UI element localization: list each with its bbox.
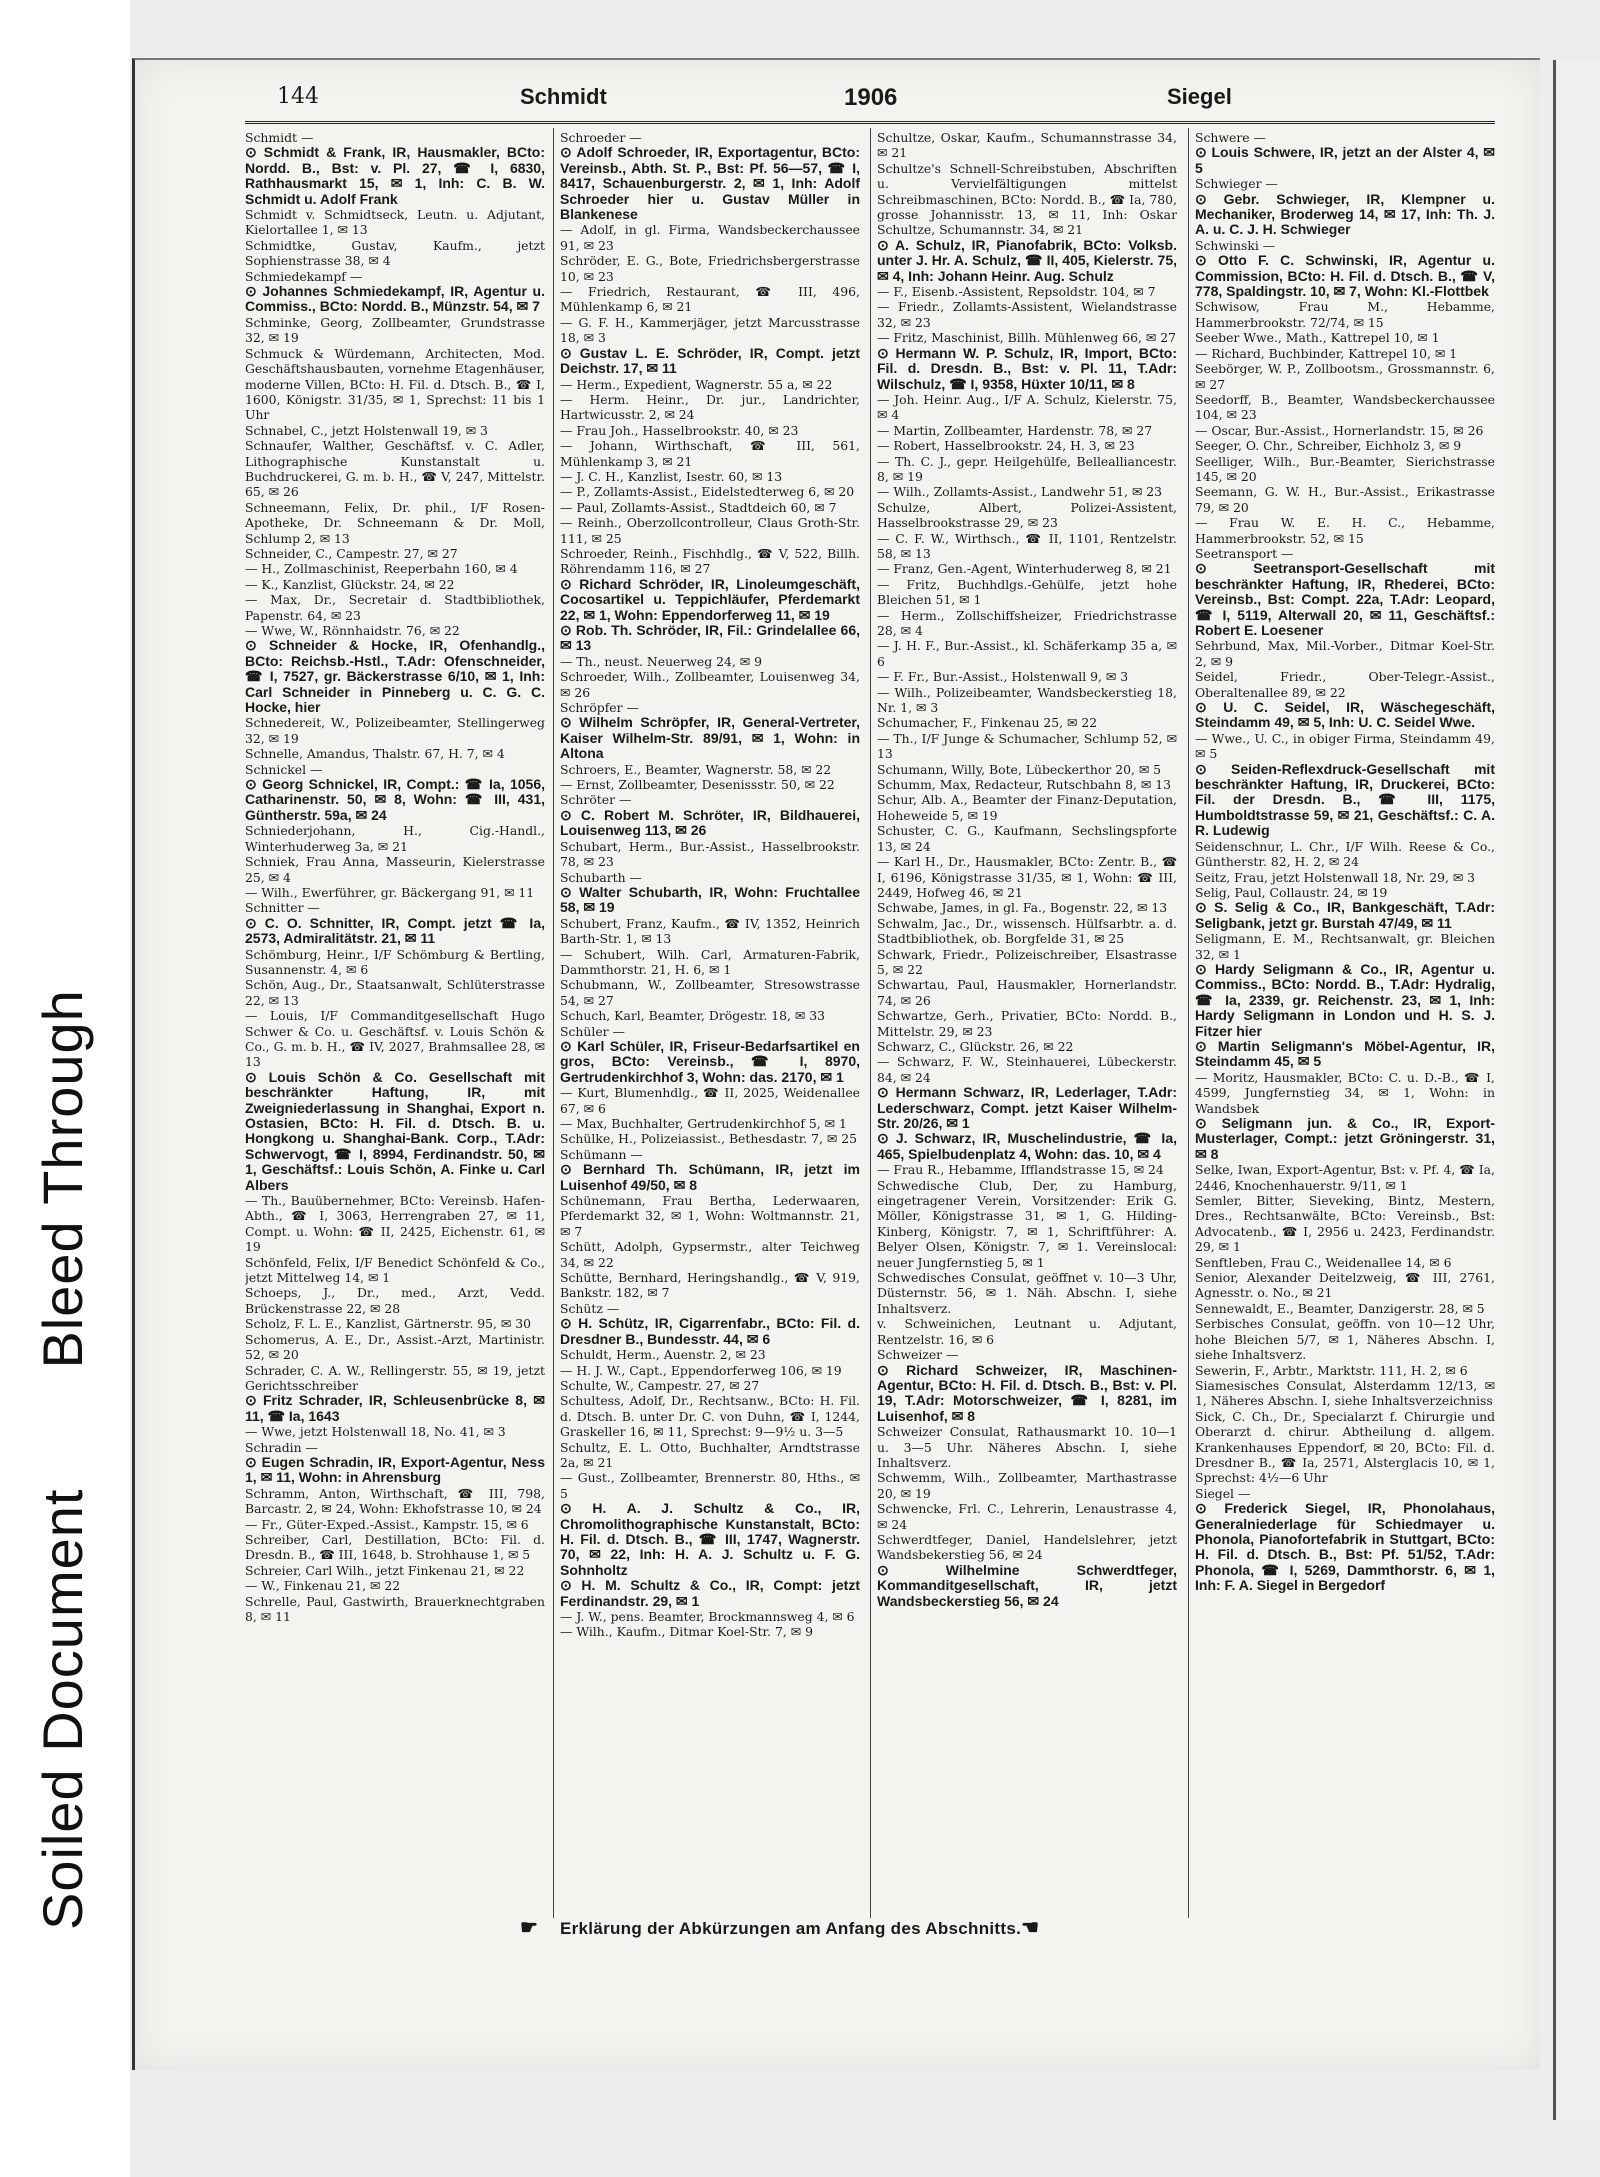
- directory-entry: ⊙ Richard Schröder, IR, Linoleumgeschäft, Cocosartikel u. Teppichläufer, Pferdemarkt 22, ✉ 1, Wohn: Eppendorferweg 11, ✉ 19: [560, 575, 860, 623]
- directory-entry: — Paul, Zollamts-Assist., Stadtdeich 60, ✉ 7: [560, 499, 837, 515]
- directory-entry: Schradin —: [245, 1439, 318, 1455]
- directory-entry: — Reinh., Oberzollcontrolleur, Claus Groth-Str. 111, ✉ 25: [560, 515, 860, 546]
- directory-entry: ⊙ Gustav L. E. Schröder, IR, Compt. jetzt Deichstr. 17, ✉ 11: [560, 344, 860, 377]
- directory-entry: Schömburg, Heinr., I/F Schömburg & Bertling, Susannenstr. 4, ✉ 6: [245, 946, 545, 977]
- directory-entry: Sick, C. Ch., Dr., Specialarzt f. Chirurgie und Oberarzt d. chirur. Abtheilung d. allgem. Krankenhauses Eppendorf, ✉ 20, BCto: Fil. d. Dresdner B., ☎ Ia, 2571, Alsterglacis 10, ✉ 1, Sprechst: 4½—6 Uhr: [1195, 1408, 1495, 1486]
- directory-entry: Schwabe, James, in gl. Fa., Bogenstr. 22, ✉ 13: [877, 900, 1168, 916]
- directory-entry: ⊙ Gebr. Schwieger, IR, Klempner u. Mechaniker, Broderweg 14, ✉ 17, Inh: Th. J. A. u. C. J. H. Schwieger: [1195, 190, 1495, 238]
- directory-entry: Schumann, Willy, Bote, Lübeckerthor 20, ✉ 5: [877, 761, 1162, 777]
- directory-entry: Schwencke, Frl. C., Lehrerin, Lenaustrasse 4, ✉ 24: [877, 1501, 1177, 1532]
- directory-entry: Seeber Wwe., Math., Kattrepel 10, ✉ 1: [1195, 330, 1440, 346]
- directory-entry: — Th., Bauübernehmer, BCto: Vereinsb. Hafen-Abth., ☎ I, 3063, Herrengraben 27, ✉ 11, Compt. u. Wohn: ☎ II, 2425, Eichenstr. 61, ✉ 19: [245, 1193, 545, 1255]
- directory-entry: Seidenschnur, L. Chr., I/F Wilh. Reese & Co., Güntherstr. 82, H. 2, ✉ 24: [1195, 838, 1495, 870]
- column-4: [1195, 130, 1495, 1915]
- side-label-bleed: Bleed Through: [31, 989, 94, 1369]
- directory-entry: Schütte, Bernhard, Heringshandlg., ☎ V, 919, Bankstr. 182, ✉ 7: [560, 1270, 860, 1301]
- directory-entry: ⊙ Frederick Siegel, IR, Phonolahaus, Generalniederlage für Schiedmayer u. Phonola, Pianofortefabrik in Stuttgart, BCto: H. Fil. d. Dtsch. B., Bst: Pf. 51/52, T.Adr: Phonola, ☎ I, 5269, Dammthorstr. 6, ✉ 1, Inh: F. A. Siegel in Bergedorf: [1195, 1500, 1495, 1594]
- pointing-hand-icon: ☚: [1021, 1917, 1040, 1939]
- directory-entry: ⊙ C. O. Schnitter, IR, Compt. jetzt ☎ Ia, 2573, Admiralitätstr. 21, ✉ 11: [245, 914, 545, 947]
- directory-entry: — Karl H., Dr., Hausmakler, BCto: Zentr. B., ☎ I, 6196, Königstrasse 31/35, ✉ 1, Wohn: ☎ III, 2449, Hofweg 46, ✉ 21: [877, 854, 1177, 900]
- directory-entry: — Louis, I/F Commanditgesellschaft Hugo Schwer & Co. u. Geschäftsf. v. Louis Schön & Co., G. m. b. H., ☎ IV, 2027, Brahmsallee 28, ✉ 13: [245, 1008, 545, 1070]
- directory-entry: Schwere —: [1195, 130, 1266, 145]
- directory-entry: Sewerin, F., Arbtr., Marktstr. 111, H. 2, ✉ 6: [1195, 1362, 1468, 1378]
- directory-entry: Schwartze, Gerh., Privatier, BCto: Nordd. B., Mittelstr. 29, ✉ 23: [877, 1008, 1177, 1039]
- directory-entry: Schnabel, C., jetzt Holstenwall 19, ✉ 3: [245, 422, 488, 438]
- directory-entry: ⊙ H. A. J. Schultz & Co., IR, Chromolithographische Kunstanstalt, BCto: H. Fil. d. Dtsch. B., ☎ III, 1747, Wagnerstr. 70, ✉ 22, Inh: H. A. J. Schultz u. F. G. Sohnholtz: [560, 1500, 860, 1578]
- directory-entry: Senftleben, Frau C., Weidenallee 14, ✉ 6: [1195, 1254, 1452, 1270]
- directory-entry: Schmidt —: [245, 130, 314, 145]
- directory-entry: Schumacher, F., Finkenau 25, ✉ 22: [877, 715, 1098, 731]
- directory-entry: Seitz, Frau, jetzt Holstenwall 18, Nr. 29, ✉ 3: [1195, 869, 1476, 885]
- column-3: [877, 130, 1177, 1915]
- directory-entry: Seedorff, B., Beamter, Wandsbeckerchaussee 104, ✉ 23: [1195, 391, 1495, 423]
- directory-entry: — Fr., Güter-Exped.-Assist., Kampstr. 15, ✉ 6: [245, 1516, 529, 1532]
- directory-entry: — K., Kanzlist, Glückstr. 24, ✉ 22: [245, 576, 455, 592]
- directory-entry: — Robert, Hasselbrookstr. 24, H. 3, ✉ 23: [877, 438, 1135, 454]
- directory-entry: Schramm, Anton, Wirthschaft, ☎ III, 798, Barcastr. 2, ✉ 24, Wohn: Ekhofstrasse 10, ✉ 24: [245, 1485, 545, 1517]
- directory-entry: Schnelle, Amandus, Thalstr. 67, H. 7, ✉ 4: [245, 746, 505, 762]
- directory-entry: Schroers, E., Beamter, Wagnerstr. 58, ✉ 22: [560, 761, 832, 777]
- directory-entry: Schroeder —: [560, 130, 642, 145]
- directory-entry: — F., Eisenb.-Assistent, Repsoldstr. 104, ✉ 7: [877, 284, 1156, 300]
- directory-entry: — Martin, Zollbeamter, Hardenstr. 78, ✉ 27: [877, 422, 1153, 438]
- directory-entry: — Wilh., Zollamts-Assist., Landwehr 51, ✉ 23: [877, 484, 1163, 500]
- directory-entry: Schuldt, Herm., Auenstr. 2, ✉ 23: [560, 1347, 766, 1363]
- directory-entry: Schnedereit, W., Polizeibeamter, Stellingerweg 32, ✉ 19: [245, 715, 545, 746]
- directory-entry: — P., Zollamts-Assist., Eidelstedterweg 6, ✉ 20: [560, 484, 855, 500]
- directory-entry: ⊙ Bernhard Th. Schümann, IR, jetzt im Luisenhof 49/50, ✉ 8: [560, 1161, 860, 1193]
- directory-entry: Schulze, Albert, Polizei-Assistent, Hasselbrookstrasse 29, ✉ 23: [877, 499, 1177, 531]
- directory-entry: — G. F. H., Kammerjäger, jetzt Marcusstrasse 18, ✉ 3: [560, 314, 860, 346]
- directory-entry: — Ernst, Zollbeamter, Desenissstr. 50, ✉ 22: [560, 777, 835, 793]
- directory-entry: Schönfeld, Felix, I/F Benedict Schönfeld & Co., jetzt Mittelweg 14, ✉ 1: [245, 1254, 545, 1286]
- directory-entry: — Richard, Buchbinder, Kattrepel 10, ✉ 1: [1195, 345, 1458, 361]
- directory-entry: Sehrbund, Max, Mil.-Vorber., Ditmar Koel-Str. 2, ✉ 9: [1195, 638, 1495, 669]
- directory-entry: Schmiedekampf —: [245, 268, 363, 284]
- directory-entry: — Th., I/F Junge & Schumacher, Schlump 52, ✉ 13: [877, 730, 1177, 762]
- directory-entry: Schultze, Oskar, Kaufm., Schumannstrasse 34, ✉ 21: [877, 130, 1177, 161]
- directory-entry: — Friedrich, Restaurant, ☎ III, 496, Mühlenkamp 6, ✉ 21: [560, 284, 860, 315]
- footer-note: [520, 1915, 1320, 1941]
- directory-entry: — Wwe., U. C., in obiger Firma, Steindamm 49, ✉ 5: [1195, 730, 1495, 762]
- directory-entry: ⊙ Georg Schnickel, IR, Compt.: ☎ Ia, 1056, Catharinenstr. 50, ✉ 8, Wohn: ☎ III, 431, Güntherstr. 59a, ✉ 24: [245, 776, 545, 823]
- directory-entry: Selke, Iwan, Export-Agentur, Bst: v. Pf. 4, ☎ Ia, 2446, Knochenhauerstr. 9/11, ✉ 1: [1195, 1162, 1495, 1193]
- directory-entry: Schwalm, Jac., Dr., wissensch. Hülfsarbtr. a. d. Stadtbibliothek, ob. Borgfelde 31, ✉ 25: [877, 915, 1177, 947]
- directory-entry: ⊙ Schneider & Hocke, IR, Ofenhandlg., BCto: Reichsb.-Hstl., T.Adr: Ofenschneider, ☎ I, 7527, gr. Bäckerstrasse 6/10, ✉ 1, Inh: Carl Schneider in Pinneberg u. C. G. C. Hocke, hier: [245, 637, 545, 716]
- directory-entry: — H. J. W., Capt., Eppendorferweg 106, ✉ 19: [560, 1362, 842, 1378]
- directory-entry: Seeger, O. Chr., Schreiber, Eichholz 3, ✉ 9: [1195, 438, 1462, 454]
- directory-entry: ⊙ Louis Schön & Co. Gesellschaft mit beschränkter Haftung, IR, mit Zweigniederlassung in Shanghai, Export n. Ostasien, BCto: H. Fil. d. Dtsch. B. u. Hongkong u. Shanghai-Bank. Corp., T.Adr: Schwervogt, ☎ I, 8994, Ferdinandstr. 50, ✉ 1, Geschäftsf.: Louis Schön, A. Finke u. Carl Albers: [245, 1068, 545, 1193]
- footer-text: Erklärung der Abkürzungen am Anfang des Abschnitts.: [560, 1919, 1022, 1938]
- directory-entry: Schreier, Carl Wilh., jetzt Finkenau 21, ✉ 22: [245, 1562, 525, 1578]
- directory-entry: ⊙ Otto F. C. Schwinski, IR, Agentur u. Commission, BCto: H. Fil. d. Dtsch. B., ☎ V, 778, Spaldingstr. 10, ✉ 7, Wohn: Kl.-Flottbek: [1195, 252, 1495, 300]
- directory-entry: Seetransport —: [1195, 545, 1294, 561]
- directory-entry: ⊙ U. C. Seidel, IR, Wäschegeschäft, Steindamm 49, ✉ 5, Inh: U. C. Seidel Wwe.: [1195, 699, 1495, 731]
- directory-entry: Schwinski —: [1195, 237, 1276, 253]
- next-page-edge: [1553, 60, 1600, 2120]
- directory-entry: Schütt, Adolph, Gypsermstr., alter Teichweg 34, ✉ 22: [560, 1239, 860, 1270]
- directory-entry: Scholz, F. L. E., Kanzlist, Gärtnerstr. 95, ✉ 30: [245, 1316, 531, 1332]
- directory-entry: Schüler —: [560, 1023, 625, 1039]
- directory-entry: — Frau Joh., Hasselbrookstr. 40, ✉ 23: [560, 422, 799, 438]
- directory-entry: Schumm, Max, Redacteur, Rutschbahn 8, ✉ 13: [877, 777, 1171, 793]
- directory-entry: — Adolf, in gl. Firma, Wandsbeckerchaussee 91, ✉ 23: [560, 222, 860, 253]
- directory-entry: ⊙ Hardy Seligmann & Co., IR, Agentur u. Commiss., BCto: Nordd. B., T.Adr: Hydralig, ☎ Ia, 2339, gr. Reichenstr. 23, ✉ 1, Inh: Hardy Seligmann in London und H. S. J. Fitzer hier: [1195, 960, 1495, 1039]
- directory-entry: — Oscar, Bur.-Assist., Hornerlandstr. 15, ✉ 26: [1195, 422, 1484, 438]
- directory-entry: Schubarth —: [560, 869, 642, 885]
- directory-entry: ⊙ H. Schütz, IR, Cigarrenfabr., BCto: Fil. d. Dresdner B., Bundesstr. 44, ✉ 6: [560, 1315, 860, 1347]
- directory-entry: ⊙ Louis Schwere, IR, jetzt an der Alster 4, ✉ 5: [1195, 144, 1495, 176]
- directory-entry: — Friedr., Zollamts-Assistent, Wielandstrasse 32, ✉ 23: [877, 299, 1177, 330]
- directory-entry: — Franz, Gen.-Agent, Winterhuderweg 8, ✉ 21: [877, 561, 1172, 577]
- directory-entry: Schroeder, Wilh., Zollbeamter, Louisenweg 34, ✉ 26: [560, 669, 860, 700]
- directory-entry: — Wilh., Kaufm., Ditmar Koel-Str. 7, ✉ 9: [560, 1624, 813, 1640]
- directory-entry: — H., Zollmaschinist, Reeperbahn 160, ✉ 4: [245, 561, 518, 577]
- directory-entry: Schwerdtfeger, Daniel, Handelslehrer, jetzt Wandsbekerstieg 56, ✉ 24: [877, 1531, 1177, 1563]
- directory-entry: Schütz —: [560, 1300, 620, 1316]
- directory-entry: Schur, Alb. A., Beamter der Finanz-Deputation, Hoheweide 5, ✉ 19: [877, 792, 1177, 823]
- directory-entry: Siamesisches Consulat, Alsterdamm 12/13, ✉ 1, Näheres Abschn. I, siehe Inhaltsverzeichniss: [1195, 1377, 1495, 1409]
- directory-entry: Schröpfer —: [560, 700, 639, 716]
- directory-entry: — J. C. H., Kanzlist, Isestr. 60, ✉ 13: [560, 468, 783, 484]
- directory-entry: — Fritz, Buchhdlgs.-Gehülfe, jetzt hohe Bleichen 51, ✉ 1: [877, 576, 1177, 608]
- directory-entry: Schuch, Karl, Beamter, Drögestr. 18, ✉ 33: [560, 1008, 826, 1024]
- directory-entry: ⊙ Hermann Schwarz, IR, Lederlager, T.Adr: Lederschwarz, Compt. jetzt Kaiser Wilhelm-Str. 20/26, ✉ 1: [877, 1084, 1177, 1131]
- directory-entry: Schweizer Consulat, Rathausmarkt 10. 10—1 u. 3—5 Uhr. Näheres Abschn. I, siehe Inhaltsverz.: [877, 1424, 1177, 1470]
- directory-entry: Seebörger, W. P., Zollbootsm., Grossmannstr. 6, ✉ 27: [1195, 361, 1495, 392]
- directory-entry: — Th. C. J., gepr. Heilgehülfe, Bellealliancestr. 8, ✉ 19: [877, 453, 1177, 484]
- directory-entry: Schülke, H., Polizeiassist., Bethesdastr. 7, ✉ 25: [560, 1131, 857, 1147]
- column-divider: [870, 128, 871, 1918]
- directory-entry: — Frau R., Hebamme, Ifflandstrasse 15, ✉ 24: [877, 1162, 1164, 1178]
- directory-entry: Seidel, Friedr., Ober-Telegr.-Assist., Oberaltenallee 89, ✉ 22: [1195, 669, 1495, 700]
- column-divider: [1188, 128, 1189, 1918]
- directory-entry: — Herm., Expedient, Wagnerstr. 55 a, ✉ 22: [560, 376, 833, 392]
- directory-entry: — Joh. Heinr. Aug., I/F A. Schulz, Kielerstr. 75, ✉ 4: [877, 391, 1177, 423]
- directory-entry: — Wilh., Polizeibeamter, Wandsbeckerstieg 18, Nr. 1, ✉ 3: [877, 684, 1177, 716]
- directory-entry: — Kurt, Blumenhdlg., ☎ II, 2025, Weidenallee 67, ✉ 6: [560, 1085, 860, 1116]
- directory-entry: Serbisches Consulat, geöffn. von 10—12 Uhr, hohe Bleichen 5/7, ✉ 1, Näheres Abschn. I, siehe Inhaltsverz.: [1195, 1316, 1495, 1363]
- directory-entry: — Moritz, Hausmakler, BCto: C. u. D.-B., ☎ I, 4599, Jungfernstieg 34, ✉ 1, Wohn: in Wandsbek: [1195, 1069, 1495, 1116]
- directory-entry: ⊙ Walter Schubarth, IR, Wohn: Fruchtallee 58, ✉ 19: [560, 883, 860, 916]
- directory-entry: Schminke, Georg, Zollbeamter, Grundstrasse 32, ✉ 19: [245, 314, 545, 346]
- directory-entry: — Gust., Zollbeamter, Brennerstr. 80, Hths., ✉ 5: [560, 1470, 860, 1501]
- directory-entry: Schroeder, Reinh., Fischhdlg., ☎ V, 522, Billh. Röhrendamm 116, ✉ 27: [560, 545, 860, 577]
- directory-entry: — Wilh., Ewerführer, gr. Bäckergang 91, ✉ 11: [245, 884, 535, 900]
- pointing-hand-icon: ☛: [520, 1917, 539, 1939]
- directory-entry: Seelliger, Wilh., Bur.-Beamter, Sierichstrasse 145, ✉ 20: [1195, 453, 1495, 484]
- directory-entry: Sennewaldt, E., Beamter, Danzigerstr. 28, ✉ 5: [1195, 1300, 1485, 1316]
- directory-entry: ⊙ Rob. Th. Schröder, IR, Fil.: Grindelallee 66, ✉ 13: [560, 622, 860, 654]
- directory-entry: ⊙ Wilhelmine Schwerdtfeger, Kommanditgesellschaft, IR, jetzt Wandsbeckerstieg 56, ✉ 24: [877, 1561, 1177, 1609]
- directory-entry: Schwarz, C., Glückstr. 26, ✉ 22: [877, 1038, 1074, 1054]
- directory-entry: — F. Fr., Bur.-Assist., Holstenwall 9, ✉ 3: [877, 669, 1129, 685]
- directory-entry: Schwark, Friedr., Polizeischreiber, Elsastrasse 5, ✉ 22: [877, 946, 1177, 977]
- directory-entry: — Schubert, Wilh. Carl, Armaturen-Fabrik, Dammthorstr. 21, H. 6, ✉ 1: [560, 946, 860, 977]
- directory-entry: Schneider, C., Campestr. 27, ✉ 27: [245, 545, 458, 561]
- directory-entry: Schultz, E. L. Otto, Buchhalter, Arndtstrasse 2a, ✉ 21: [560, 1439, 860, 1470]
- directory-entry: Schultess, Adolf, Dr., Rechtsanw., BCto: H. Fil. d. Dtsch. B. unter Dr. C. von Duhn, ☎ I, 1244, Graskeller 16, ✉ 11, Sprechst: 9—9½ u. 3—5: [560, 1393, 860, 1440]
- directory-entry: Schümann —: [560, 1146, 643, 1162]
- directory-entry: — Herm. Heinr., Dr. jur., Landrichter, Hartwicusstr. 2, ✉ 24: [560, 391, 860, 423]
- directory-entry: Schubmann, W., Zollbeamter, Stresowstrasse 54, ✉ 27: [560, 977, 860, 1008]
- directory-entry: Schwemm, Wilh., Zollbeamter, Marthastrasse 20, ✉ 19: [877, 1470, 1177, 1501]
- directory-entry: Schnickel —: [245, 761, 323, 777]
- header-rule: [245, 121, 1495, 124]
- directory-entry: Schröder, E. G., Bote, Friedrichsbergerstrasse 10, ✉ 23: [560, 253, 860, 284]
- directory-entry: — W., Finkenau 21, ✉ 22: [245, 1578, 401, 1594]
- column-1: [245, 130, 545, 1915]
- directory-entry: ⊙ Hermann W. P. Schulz, IR, Import, BCto: Fil. d. Dresdn. B., Bst: v. Pl. 11, T.Adr: Wilschulz, ☎ I, 9358, Hüxter 10/11, ✉ 8: [877, 344, 1177, 392]
- directory-entry: ⊙ Schmidt & Frank, IR, Hausmakler, BCto: Nordd. B., Bst: v. Pl. 27, ☎ I, 6830, Rathhausmarkt 15, ✉ 1, Inh: C. B. W. Schmidt u. Adolf Frank: [245, 144, 545, 207]
- directory-entry: Schneemann, Felix, Dr. phil., I/F Rosen-Apotheke, Dr. Schneemann & Dr. Moll, Schlump 2, ✉ 13: [245, 499, 545, 546]
- directory-entry: ⊙ Fritz Schrader, IR, Schleusenbrücke 8, ✉ 11, ☎ Ia, 1643: [245, 1392, 545, 1424]
- directory-entry: — J. W., pens. Beamter, Brockmannsweg 4, ✉ 6: [560, 1609, 855, 1624]
- directory-entry: ⊙ Karl Schüler, IR, Friseur-Bedarfsartikel en gros, BCto: Vereinsb., ☎ I, 8970, Gertrudenkirchhof 3, Wohn: das. 2170, ✉ 1: [560, 1037, 860, 1085]
- column-2: [560, 130, 860, 1915]
- directory-entry: Schuster, C. G., Kaufmann, Sechslingspforte 13, ✉ 24: [877, 823, 1177, 854]
- directory-entry: Schnitter —: [245, 900, 320, 916]
- directory-entry: — Max, Buchhalter, Gertrudenkirchhof 5, ✉ 1: [560, 1116, 847, 1131]
- directory-entry: ⊙ H. M. Schultz & Co., IR, Compt: jetzt Ferdinandstr. 29, ✉ 1: [560, 1577, 860, 1609]
- header-year: 1906: [844, 84, 898, 111]
- directory-entry: ⊙ Seiden-Reflexdruck-Gesellschaft mit beschränkter Haftung, IR, Druckerei, BCto: Fil. der Dresdn. B., ☎ III, 1175, Humboldtstrasse 59, ✉ 21, Geschäftsf.: C. A. R. Ludewig: [1195, 760, 1495, 839]
- directory-entry: ⊙ Seligmann jun. & Co., IR, Export-Musterlager, Compt.: jetzt Gröningerstr. 31, ✉ 8: [1195, 1115, 1495, 1162]
- directory-entry: — J. H. F., Bur.-Assist., kl. Schäferkamp 35 a, ✉ 6: [877, 638, 1177, 669]
- side-label-soiled: Soiled Document: [31, 1488, 94, 1930]
- directory-entry: Schreiber, Carl, Destillation, BCto: Fil. d. Dresdn. B., ☎ III, 1648, b. Strohhause 1, ✉ 5: [245, 1531, 545, 1563]
- directory-entry: — Fritz, Maschinist, Billh. Mühlenweg 66, ✉ 27: [877, 330, 1176, 346]
- directory-entry: Schultze's Schnell-Schreibstuben, Abschriften u. Vervielfältigungen mittelst Schreibmaschinen, BCto: Nordd. B., ☎ Ia, 780, grosse Johannisstr. 13, ✉ 11, Inh: Oskar Schultze, Schumannstr. 34, ✉ 21: [877, 160, 1177, 238]
- directory-entry: Schwedische Club, Der, zu Hamburg, eingetragener Verein, Vorsitzender: Erik G. Möller, Königstrasse 31, ✉ 1, G. Hilding-Kinberg, Königstr. 7, ✉ 1, Schriftführer: A. Belyer Olsen, Königstr. 7, ✉ 1. Vereinslocal: neuer Jungfernstieg 5, ✉ 1: [877, 1177, 1177, 1270]
- directory-entry: Schnaufer, Walther, Geschäftsf. v. C. Adler, Lithographische Kunstanstalt u. Buchdruckerei, G. m. b. H., ☎ V, 247, Mittelstr. 65, ✉ 26: [245, 438, 545, 500]
- directory-entry: ⊙ J. Schwarz, IR, Muschelindustrie, ☎ Ia, 465, Spielbudenplatz 4, Wohn: das. 10, ✉ 4: [877, 1130, 1177, 1162]
- directory-entry: — Herm., Zollschiffsheizer, Friedrichstrasse 28, ✉ 4: [877, 607, 1177, 638]
- column-divider: [553, 128, 554, 1918]
- directory-entry: Schmidtke, Gustav, Kaufm., jetzt Sophienstrasse 38, ✉ 4: [245, 237, 545, 269]
- directory-entry: — Frau W. E. H. C., Hebamme, Hammerbrookstr. 52, ✉ 15: [1195, 515, 1495, 546]
- header-first-name: Schmidt: [520, 84, 607, 109]
- directory-entry: ⊙ Johannes Schmiedekampf, IR, Agentur u. Commiss., BCto: Nordd. B., Münzstr. 54, ✉ 7: [245, 283, 545, 315]
- directory-entry: Seemann, G. W. H., Bur.-Assist., Erikastrasse 79, ✉ 20: [1195, 484, 1495, 515]
- directory-entry: ⊙ Richard Schweizer, IR, Maschinen-Agentur, BCto: H. Fil. d. Dtsch. B., Bst: v. Pl. 19, T.Adr: Motorschweizer, ☎ I, 8281, im Luisenhof, ✉ 8: [877, 1361, 1177, 1424]
- directory-entry: Schoeps, J., Dr., med., Arzt, Vedd. Brückenstrasse 22, ✉ 28: [245, 1285, 545, 1316]
- directory-entry: — Schwarz, F. W., Steinhauerei, Lübeckerstr. 84, ✉ 24: [877, 1054, 1177, 1085]
- directory-entry: — Wwe, W., Rönnhaidstr. 76, ✉ 22: [245, 623, 460, 638]
- directory-entry: Schmuck & Würdemann, Architecten, Mod. Geschäftshausbauten, vornehme Etagenhäuser, moderne Villen, BCto: H. Fil. d. Dtsch. B., ☎ I, 1600, Königstr. 31/35, ✉ 1, Sprechst: 11 bis 1 Uhr: [245, 345, 545, 423]
- page-header: [132, 84, 1537, 120]
- header-last-name: Siegel: [1167, 84, 1232, 109]
- directory-entry: — Max, Dr., Secretair d. Stadtbibliothek, Papenstr. 64, ✉ 23: [245, 592, 545, 623]
- directory-entry: ⊙ Adolf Schroeder, IR, Exportagentur, BCto: Vereinsb., Abth. St. P., Bst: Pf. 56—57, ☎ I, 8417, Schauenburgerstr. 2, ✉ 1, Inh: Adolf Schroeder hier u. Gustav Müller in Blankenese: [560, 144, 860, 223]
- directory-entry: Schwisow, Frau M., Hebamme, Hammerbrookstr. 72/74, ✉ 15: [1195, 299, 1495, 330]
- directory-entry: Schwedisches Consulat, geöffnet v. 10—3 Uhr, Düsternstr. 56, ✉ 1. Näh. Abschn. I, siehe Inhaltsverz.: [877, 1270, 1177, 1316]
- directory-entry: Senior, Alexander Deitelzweig, ☎ III, 2761, Agnesstr. o. No., ✉ 21: [1195, 1270, 1495, 1301]
- directory-entry: Schweizer —: [877, 1347, 959, 1363]
- directory-entry: Schomerus, A. E., Dr., Assist.-Arzt, Martinistr. 52, ✉ 20: [245, 1331, 545, 1363]
- directory-entry: v. Schweinichen, Leutnant u. Adjutant, Rentzelstr. 16, ✉ 6: [877, 1316, 1177, 1347]
- directory-entry: Schmidt v. Schmidtseck, Leutn. u. Adjutant, Kielortallee 1, ✉ 13: [245, 207, 545, 238]
- directory-entry: Schünemann, Frau Bertha, Lederwaaren, Pferdemarkt 32, ✉ 1, Wohn: Woltmannstr. 21, ✉ 7: [560, 1193, 860, 1239]
- directory-entry: — C. F. W., Wirthsch., ☎ II, 1101, Rentzelstr. 58, ✉ 13: [877, 530, 1177, 561]
- directory-entry: Seligmann, E. M., Rechtsanwalt, gr. Bleichen 32, ✉ 1: [1195, 931, 1495, 962]
- directory-entry: Schwartau, Paul, Hausmakler, Hornerlandstr. 74, ✉ 26: [877, 977, 1177, 1008]
- directory-entry: Schniek, Frau Anna, Masseurin, Kielerstrasse 25, ✉ 4: [245, 854, 545, 885]
- directory-entry: ⊙ Wilhelm Schröpfer, IR, General-Vertreter, Kaiser Wilhelm-Str. 89/91, ✉ 1, Wohn: in Altona: [560, 714, 860, 762]
- directory-entry: ⊙ C. Robert M. Schröter, IR, Bildhauerei, Louisenweg 113, ✉ 26: [560, 806, 860, 839]
- directory-entry: Schön, Aug., Dr., Staatsanwalt, Schlüterstrasse 22, ✉ 13: [245, 977, 545, 1008]
- directory-entry: Schröter —: [560, 792, 632, 808]
- directory-entry: Schrelle, Paul, Gastwirth, Brauerknechtgraben 8, ✉ 11: [245, 1593, 545, 1624]
- directory-entry: Schulte, W., Campestr. 27, ✉ 27: [560, 1377, 760, 1393]
- directory-entry: ⊙ Seetransport-Gesellschaft mit beschränkter Haftung, IR, Rhederei, BCto: Vereinsb., Bst: Compt. 22a, T.Adr: Leopard, ☎ I, 5119, Alterwall 20, ✉ 11, Geschäftsf.: Robert E. Loesener: [1195, 560, 1495, 638]
- directory-entry: Schubert, Franz, Kaufm., ☎ IV, 1352, Heinrich Barth-Str. 1, ✉ 13: [560, 915, 860, 947]
- side-label: [30, 989, 95, 1930]
- directory-entry: Schwieger —: [1195, 176, 1278, 192]
- directory-entry: — Th., neust. Neuerweg 24, ✉ 9: [560, 653, 762, 669]
- directory-entry: Schubart, Herm., Bur.-Assist., Hasselbrookstr. 78, ✉ 23: [560, 838, 860, 870]
- directory-entry: Schrader, C. A. W., Rellingerstr. 55, ✉ 19, jetzt Gerichtsschreiber: [245, 1362, 545, 1393]
- directory-entry: — Wwe, jetzt Holstenwall 18, No. 41, ✉ 3: [245, 1424, 506, 1440]
- directory-entry: ⊙ Eugen Schradin, IR, Export-Agentur, Ness 1, ✉ 11, Wohn: in Ahrensburg: [245, 1453, 545, 1486]
- directory-entry: Siegel —: [1195, 1485, 1251, 1501]
- directory-entry: ⊙ S. Selig & Co., IR, Bankgeschäft, T.Adr: Seligbank, jetzt gr. Burstah 47/49, ✉ 11: [1195, 899, 1495, 931]
- directory-entry: Selig, Paul, Collaustr. 24, ✉ 19: [1195, 884, 1388, 900]
- directory-entry: — Johann, Wirthschaft, ☎ III, 561, Mühlenkamp 3, ✉ 21: [560, 438, 860, 469]
- directory-entry: Semler, Bitter, Sieveking, Bintz, Mestern, Dres., Rechtsanwälte, BCto: Vereinsb., Bst: Advocatenb., ☎ I, 2956 u. 2423, Ferdinandstr. 29, ✉ 1: [1195, 1193, 1495, 1255]
- directory-entry: Schniederjohann, H., Cig.-Handl., Winterhuderweg 3a, ✉ 21: [245, 823, 545, 854]
- directory-entry: ⊙ Martin Seligmann's Möbel-Agentur, IR, Steindamm 45, ✉ 5: [1195, 1037, 1495, 1070]
- page-number: 144: [277, 84, 319, 109]
- directory-entry: ⊙ A. Schulz, IR, Pianofabrik, BCto: Volksb. unter J. Hr. A. Schulz, ☎ II, 405, Kielerstr. 75, ✉ 4, Inh: Johann Heinr. Aug. Schulz: [877, 236, 1177, 284]
